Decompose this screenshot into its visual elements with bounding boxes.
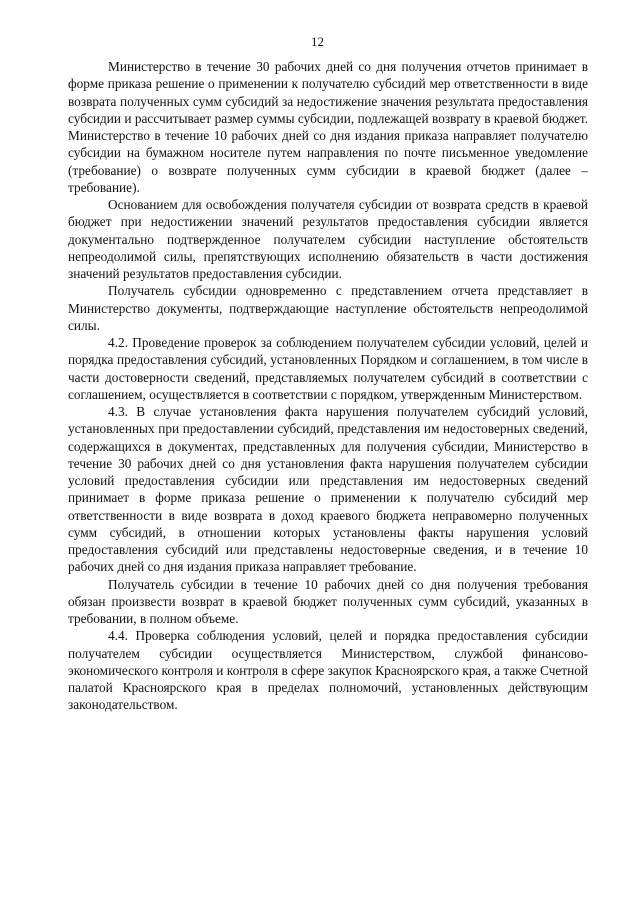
paragraph-refund-obligation: Получатель субсидии в течение 10 рабочих дней со дня получения требования обязан произвести возврат в краевой бюджет полученных сумм субсидий, указанных в требовании, в полном объеме. — [68, 576, 588, 626]
paragraph-ministry-decision: Министерство в течение 30 рабочих дней со дня получения отчетов принимает в форме приказа решение о применении к получателю субсидий мер ответственности в виде возврата полученных сумм субсидий за недостижение значения результата предоставления субсидии и рассчитывает размер суммы субсидии, подлежащей возврату в краевой бюджет. Министерство в течение 10 рабочих дней со дня издания приказа направляет получателю субсидии на бумажном носителе путем направления по почте письменное уведомление (требование) о возврате полученных сумм субсидии в краевой бюджет (далее – требование). — [68, 59, 588, 195]
paragraph-force-majeure-documents: Получатель субсидии одновременно с представлением отчета представляет в Министерство документы, подтверждающие наступление обстоятельств непреодолимой силы. — [68, 283, 588, 333]
document-body — [68, 58, 588, 714]
paragraph-4-3: 4.3. В случае установления факта нарушения получателем субсидий условий, установленных при предоставлении субсидий, представления им недостоверных сведений, содержащихся в документах, представленных для получения субсидии, Министерство в течение 30 рабочих дней со дня установления факта нарушения получателем субсидии условий предоставления субсидии или представления им недостоверных сведений принимает в форме приказа решение о применении к получателю субсидий мер ответственности в виде возврата в доход краевого бюджета неправомерно полученных сумм субсидий, в отношении которых установлены факты нарушения условий предоставления субсидий или представлены недостоверные сведения, и в течение 10 рабочих дней со дня издания приказа направляет требование. — [68, 404, 588, 575]
paragraph-4-2: 4.2. Проведение проверок за соблюдением получателем субсидии условий, целей и порядка предоставления субсидий, установленных Порядком и соглашением, в том числе в части достоверности сведений, представляемых получателем субсидий в соответствии с соглашением, осуществляется в соответствии с порядком, утвержденным Министерством. — [68, 335, 588, 402]
page-number: 12 — [311, 34, 324, 49]
paragraph-exemption-grounds: Основанием для освобождения получателя субсидии от возврата средств в краевой бюджет при недостижении значений результатов предоставления субсидии является документально подтвержденное получателем субсидии наступление обстоятельств непреодолимой силы, препятствующих исполнению обязательств в части достижения значений результатов предоставления субсидии. — [68, 197, 588, 281]
paragraph-4-4: 4.4. Проверка соблюдения условий, целей и порядка предоставления субсидии получателем субсидии осуществляется Министерством, службой финансово-экономического контроля и контроля в сфере закупок Красноярского края, а также Счетной палатой Красноярского края в пределах полномочий, установленных действующим законодательством. — [68, 628, 588, 713]
